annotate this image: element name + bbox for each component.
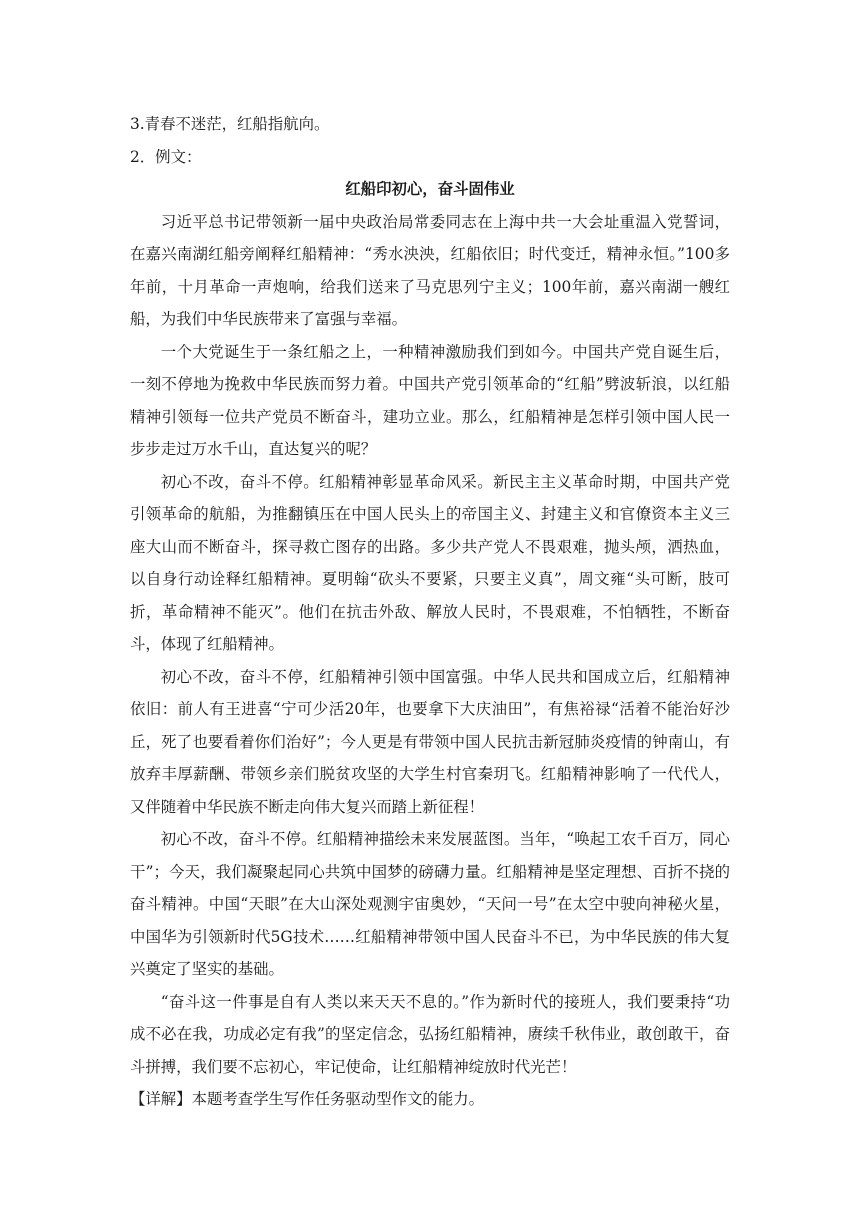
essay-paragraph-5: 初心不改，奋斗不停。红船精神描绘未来发展蓝图。当年，“唤起工农千百万，同心干”；今天，我们凝聚起同心共筑中国梦的磅礴力量。红船精神是坚定理想、百折不挠的奋斗精神。中国“天眼”在大山深处观测宇宙奥妙，“天问一号”在太空中驶向神秘火星，中国华为引领新时代5G技术……红船精神带领中国人民奋斗不已，为中华民族的伟大复兴奠定了坚实的基础。 (130, 830, 730, 978)
example-label: 2．例文： (130, 147, 202, 166)
essay-paragraph-4: 初心不改，奋斗不停，红船精神引领中国富强。中华人民共和国成立后，红船精神依旧：前人有王进喜“宁可少活20年，也要拿下大庆油田”，有焦裕禄“活着不能治好沙丘，死了也要看着你们治好”；今人更是有带领中国人民抗击新冠肺炎疫情的钟南山，有放弃丰厚薪酬、带领乡亲们脱贫攻坚的大学生村官秦玥飞。红船精神影响了一代代人，又伴随着中华民族不断走向伟大复兴而踏上新征程！ (130, 667, 730, 816)
essay-paragraph-6: “奋斗这一件事是自有人类以来天天不息的。”作为新时代的接班人，我们要秉持“功成不必在我，功成必定有我”的坚定信念，弘扬红船精神，赓续千秋伟业，敢创敢干，奋斗拼搏，我们要不忘初心，牢记使命，让红船精神绽放时代光芒！ (130, 992, 730, 1076)
essay-paragraph-3: 初心不改，奋斗不停。红船精神彰显革命风采。新民主主义革命时期，中国共产党引领革命的航船，为推翻镇压在中国人民头上的帝国主义、封建主义和官僚资本主义三座大山而不断奋斗，探寻救亡图存的出路。多少共产党人不畏艰难，抛头颅，洒热血，以自身行动诠释红船精神。夏明翰“砍头不要紧，只要主义真”，周文雍“头可断，肢可折，革命精神不能灭”。他们在抗击外敌、解放人民时，不畏艰难，不怕牺牲，不断奋斗，体现了红船精神。 (130, 472, 730, 653)
document-content (130, 108, 730, 1116)
essay-paragraph-1: 习近平总书记带领新一届中央政治局常委同志在上海中共一大会址重温入党誓词，在嘉兴南湖红船旁阐释红船精神：“秀水泱泱，红船依旧；时代变迁，精神永恒。”100多年前，十月革命一声炮响，给我们送来了马克思列宁主义；100年前，嘉兴南湖一艘红船，为我们中华民族带来了富强与幸福。 (130, 212, 730, 328)
detail-explanation: 【详解】本题考查学生写作任务驱动型作文的能力。 (130, 1090, 484, 1108)
essay-title: 红船印初心，奋斗固伟业 (345, 180, 515, 198)
answer-line-3: 3.青春不迷茫，红船指航向。 (130, 115, 330, 133)
essay-paragraph-2: 一个大党诞生于一条红船之上，一种精神激励我们到如今。中国共产党自诞生后，一刻不停地为挽救中华民族而努力着。中国共产党引领革命的“红船”劈波斩浪，以红船精神引领每一位共产党员不断奋斗，建功立业。那么，红船精神是怎样引领中国人民一步步走过万水千山，直达复兴的呢？ (130, 342, 730, 458)
